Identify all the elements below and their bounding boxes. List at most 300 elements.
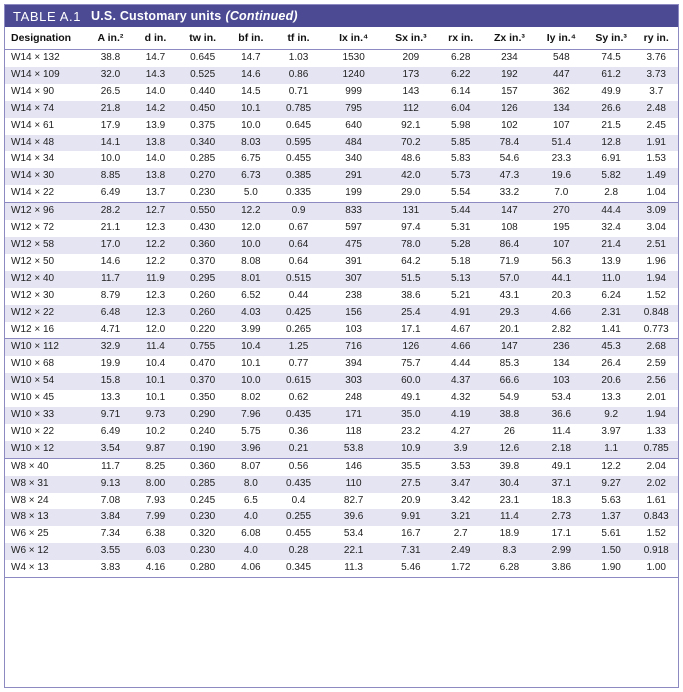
- value-cell: 12.2: [133, 237, 178, 254]
- column-header: Iy in.⁴: [535, 27, 588, 50]
- value-cell: 5.73: [437, 168, 484, 185]
- value-cell: 0.56: [274, 458, 323, 475]
- value-cell: 4.16: [133, 560, 178, 577]
- value-cell: 9.2: [588, 407, 635, 424]
- value-cell: 4.32: [450, 392, 471, 404]
- table-row: [5, 203, 678, 220]
- designation-cell: W14 × 109: [5, 67, 88, 84]
- column-header: tw in.: [178, 27, 228, 50]
- value-cell: 12.7: [133, 203, 178, 220]
- value-cell: 0.44: [288, 289, 309, 301]
- value-cell: 10.1: [228, 101, 275, 118]
- value-cell: 3.97: [601, 425, 621, 437]
- value-cell: 0.370: [190, 255, 216, 267]
- value-cell: 999: [345, 85, 362, 97]
- value-cell: 10.0: [100, 153, 121, 165]
- value-cell: 7.0: [554, 187, 569, 199]
- value-cell: 4.37: [437, 373, 484, 390]
- table-row: [5, 441, 678, 458]
- value-cell: 6.75: [241, 153, 261, 165]
- value-cell: 12.2: [145, 255, 166, 267]
- value-cell: 60.0: [384, 373, 437, 390]
- value-cell: 35.0: [384, 407, 437, 424]
- value-cell: 75.7: [401, 358, 421, 370]
- value-cell: 447: [535, 67, 588, 84]
- value-cell: 0.360: [178, 458, 228, 475]
- value-cell: 13.8: [133, 168, 178, 185]
- value-cell: 1.94: [634, 271, 678, 288]
- value-cell: 0.9: [274, 203, 323, 220]
- value-cell: 1.1: [588, 441, 635, 458]
- value-cell: 1.53: [646, 153, 666, 165]
- table-row: [5, 185, 678, 202]
- value-cell: 5.82: [588, 168, 635, 185]
- value-cell: 3.84: [88, 509, 134, 526]
- value-cell: 10.0: [228, 373, 275, 390]
- value-cell: 2.02: [634, 476, 678, 493]
- value-cell: 13.3: [100, 392, 121, 404]
- value-cell: 5.75: [241, 425, 261, 437]
- value-cell: 2.49: [437, 543, 484, 560]
- value-cell: 0.260: [190, 289, 216, 301]
- value-cell: 51.5: [384, 271, 437, 288]
- value-cell: 13.9: [145, 119, 166, 131]
- value-cell: 795: [323, 101, 384, 118]
- value-cell: 1.49: [634, 168, 678, 185]
- value-cell: 1.72: [437, 560, 484, 577]
- value-cell: 3.09: [634, 203, 678, 220]
- designation-cell: W12 × 30: [11, 289, 55, 301]
- value-cell: 4.06: [228, 560, 275, 577]
- value-cell: 3.73: [634, 67, 678, 84]
- value-cell: 17.1: [551, 528, 572, 540]
- value-cell: 0.265: [286, 323, 312, 335]
- value-cell: 5.98: [450, 119, 471, 131]
- value-cell: 70.2: [384, 135, 437, 152]
- value-cell: 32.0: [88, 67, 134, 84]
- value-cell: 0.455: [286, 528, 312, 540]
- value-cell: 4.0: [228, 509, 275, 526]
- value-cell: 17.1: [401, 323, 421, 335]
- value-cell: 11.4: [133, 339, 178, 356]
- value-cell: 10.4: [145, 358, 166, 370]
- value-cell: 146: [323, 458, 384, 475]
- value-cell: 5.46: [384, 560, 437, 577]
- value-cell: 29.0: [401, 187, 421, 199]
- value-cell: 44.4: [588, 203, 635, 220]
- value-cell: 5.0: [243, 187, 258, 199]
- value-cell: 32.9: [88, 339, 134, 356]
- value-cell: 7.93: [145, 494, 166, 506]
- designation-cell: W14 × 30: [5, 168, 88, 185]
- value-cell: 12.0: [145, 323, 166, 335]
- value-cell: 45.3: [588, 339, 635, 356]
- table-row: [5, 101, 678, 118]
- value-cell: 14.3: [133, 67, 178, 84]
- value-cell: 29.3: [484, 305, 535, 322]
- value-cell: 6.49: [100, 425, 121, 437]
- designation-cell: W8 × 24: [11, 494, 49, 506]
- value-cell: 39.8: [484, 458, 535, 475]
- designation-cell: W14 × 132: [11, 52, 60, 63]
- table-row: [5, 407, 678, 424]
- value-cell: 9.13: [88, 476, 134, 493]
- value-cell: 17.0: [88, 237, 134, 254]
- value-cell: 0.645: [286, 119, 312, 131]
- value-cell: 0.385: [274, 168, 323, 185]
- value-cell: 1.52: [646, 289, 666, 301]
- value-cell: 4.27: [450, 425, 471, 437]
- value-cell: 6.04: [437, 101, 484, 118]
- value-cell: 38.8: [484, 407, 535, 424]
- value-cell: 0.340: [178, 135, 228, 152]
- value-cell: 0.455: [286, 153, 312, 165]
- value-cell: 71.9: [499, 255, 520, 267]
- designation-cell: W10 × 68: [11, 358, 55, 370]
- table-row: [5, 339, 678, 356]
- value-cell: 32.4: [601, 222, 621, 234]
- table-row: [5, 560, 678, 577]
- value-cell: 1240: [323, 67, 384, 84]
- value-cell: 8.01: [228, 271, 275, 288]
- value-cell: 5.61: [601, 528, 621, 540]
- value-cell: 11.4: [484, 509, 535, 526]
- table-row: [5, 84, 678, 101]
- table-row: [5, 424, 678, 441]
- value-cell: 21.4: [588, 237, 635, 254]
- table-row: [5, 305, 678, 322]
- value-cell: 12.2: [588, 458, 635, 475]
- value-cell: 6.91: [601, 153, 621, 165]
- value-cell: 0.4: [291, 494, 306, 506]
- value-cell: 9.71: [88, 407, 134, 424]
- table-body: [5, 50, 678, 578]
- value-cell: 19.9: [100, 358, 121, 370]
- value-cell: 27.5: [384, 476, 437, 493]
- value-cell: 0.430: [190, 222, 216, 234]
- table-number: TABLE A.1: [13, 8, 82, 24]
- value-cell: 12.3: [145, 222, 166, 234]
- value-cell: 21.1: [100, 222, 121, 234]
- table-row: [5, 543, 678, 560]
- value-cell: 78.0: [384, 237, 437, 254]
- value-cell: 14.2: [133, 101, 178, 118]
- table-frame: [4, 4, 679, 688]
- designation-cell: W8 × 13: [5, 509, 88, 526]
- designation-cell: W12 × 22: [5, 305, 88, 322]
- value-cell: 2.18: [535, 441, 588, 458]
- value-cell: 0.615: [274, 373, 323, 390]
- value-cell: 6.48: [88, 305, 134, 322]
- value-cell: 13.7: [145, 187, 166, 199]
- value-cell: 0.785: [274, 101, 323, 118]
- column-header: Ix in.⁴: [323, 27, 384, 50]
- column-header: Zx in.³: [484, 27, 535, 50]
- designation-cell: W14 × 48: [5, 135, 88, 152]
- value-cell: 51.4: [535, 135, 588, 152]
- value-cell: 26: [503, 425, 515, 437]
- value-cell: 10.4: [228, 339, 275, 356]
- value-cell: 5.83: [450, 153, 471, 165]
- value-cell: 11.7: [88, 458, 134, 475]
- value-cell: 0.86: [274, 67, 323, 84]
- designation-cell: W12 × 16: [11, 323, 55, 335]
- value-cell: 44.1: [535, 271, 588, 288]
- value-cell: 3.99: [241, 323, 261, 335]
- designation-cell: W10 × 112: [5, 339, 88, 356]
- value-cell: 61.2: [588, 67, 635, 84]
- value-cell: 112: [384, 101, 437, 118]
- value-cell: 0.375: [190, 119, 216, 131]
- value-cell: 0.64: [288, 255, 309, 267]
- value-cell: 53.4: [551, 392, 572, 404]
- value-cell: 236: [535, 339, 588, 356]
- value-cell: 1.52: [646, 528, 666, 540]
- value-cell: 0.335: [286, 187, 312, 199]
- value-cell: 5.28: [437, 237, 484, 254]
- value-cell: 0.470: [190, 358, 216, 370]
- designation-cell: W8 × 40: [5, 458, 88, 475]
- value-cell: 3.21: [437, 509, 484, 526]
- designation-cell: W12 × 72: [11, 222, 55, 234]
- value-cell: 0.350: [190, 392, 216, 404]
- value-cell: 103: [345, 323, 362, 335]
- value-cell: 1.94: [634, 407, 678, 424]
- value-cell: 7.96: [228, 407, 275, 424]
- value-cell: 42.0: [384, 168, 437, 185]
- value-cell: 6.73: [228, 168, 275, 185]
- designation-cell: W14 × 74: [5, 101, 88, 118]
- value-cell: 49.9: [601, 85, 621, 97]
- value-cell: 110: [323, 476, 384, 493]
- value-cell: 17.9: [100, 119, 121, 131]
- value-cell: 1530: [342, 52, 365, 63]
- table-row: [5, 118, 678, 135]
- value-cell: 234: [501, 52, 518, 63]
- value-cell: 6.22: [437, 67, 484, 84]
- value-cell: 10.1: [145, 392, 166, 404]
- column-header: bf in.: [228, 27, 275, 50]
- value-cell: 5.21: [450, 289, 471, 301]
- value-cell: 475: [323, 237, 384, 254]
- value-cell: 0.595: [274, 135, 323, 152]
- value-cell: 12.2: [228, 203, 275, 220]
- value-cell: 0.550: [178, 203, 228, 220]
- value-cell: 107: [535, 237, 588, 254]
- value-cell: 30.4: [484, 476, 535, 493]
- value-cell: 26.4: [601, 358, 621, 370]
- value-cell: 4.19: [437, 407, 484, 424]
- value-cell: 7.08: [100, 494, 121, 506]
- value-cell: 362: [552, 85, 570, 97]
- value-cell: 0.21: [274, 441, 323, 458]
- column-header: Sy in.³: [588, 27, 635, 50]
- value-cell: 0.255: [274, 509, 323, 526]
- value-cell: 1.90: [588, 560, 635, 577]
- value-cell: 0.918: [634, 543, 678, 560]
- column-header: rx in.: [437, 27, 484, 50]
- value-cell: 18.9: [499, 528, 520, 540]
- value-cell: 14.6: [228, 67, 275, 84]
- designation-cell: W6 × 12: [5, 543, 88, 560]
- value-cell: 8.00: [133, 476, 178, 493]
- designation-cell: W4 × 13: [5, 560, 88, 577]
- value-cell: 3.47: [437, 476, 484, 493]
- table-row: [5, 288, 678, 305]
- value-cell: 126: [484, 101, 535, 118]
- value-cell: 14.7: [145, 52, 166, 63]
- column-header: d in.: [133, 27, 178, 50]
- value-cell: 25.4: [384, 305, 437, 322]
- value-cell: 10.0: [228, 237, 275, 254]
- value-cell: 28.2: [88, 203, 134, 220]
- value-cell: 6.5: [243, 494, 258, 506]
- value-cell: 78.4: [484, 135, 535, 152]
- value-cell: 21.5: [601, 119, 621, 131]
- value-cell: 833: [323, 203, 384, 220]
- designation-cell: W14 × 22: [11, 187, 55, 199]
- value-cell: 134: [552, 358, 570, 370]
- value-cell: 0.190: [178, 441, 228, 458]
- value-cell: 11.9: [133, 271, 178, 288]
- value-cell: 134: [535, 101, 588, 118]
- value-cell: 35.5: [384, 458, 437, 475]
- value-cell: 5.13: [437, 271, 484, 288]
- table-row: [5, 526, 678, 543]
- designation-cell: W6 × 25: [11, 528, 49, 540]
- table-row: [5, 476, 678, 493]
- value-cell: 6.38: [145, 528, 166, 540]
- value-cell: 391: [345, 255, 362, 267]
- value-cell: 14.0: [145, 85, 166, 97]
- value-cell: 307: [323, 271, 384, 288]
- value-cell: 3.55: [88, 543, 134, 560]
- designation-cell: W12 × 40: [5, 271, 88, 288]
- value-cell: 4.71: [100, 323, 121, 335]
- value-cell: 3.9: [437, 441, 484, 458]
- value-cell: 10.9: [384, 441, 437, 458]
- value-cell: 6.52: [241, 289, 261, 301]
- value-cell: 92.1: [401, 119, 421, 131]
- table-row: [5, 373, 678, 390]
- value-cell: 0.295: [178, 271, 228, 288]
- designation-cell: W8 × 31: [5, 476, 88, 493]
- value-cell: 8.79: [100, 289, 121, 301]
- value-cell: 171: [323, 407, 384, 424]
- value-cell: 14.7: [241, 52, 261, 63]
- value-cell: 20.3: [551, 289, 572, 301]
- value-cell: 36.6: [535, 407, 588, 424]
- value-cell: 131: [384, 203, 437, 220]
- value-cell: 1.33: [646, 425, 666, 437]
- value-cell: 14.5: [241, 85, 261, 97]
- value-cell: 56.3: [551, 255, 572, 267]
- value-cell: 147: [484, 203, 535, 220]
- value-cell: 0.785: [634, 441, 678, 458]
- value-cell: 0.360: [178, 237, 228, 254]
- value-cell: 1.50: [588, 543, 635, 560]
- value-cell: 49.1: [535, 458, 588, 475]
- value-cell: 6.08: [241, 528, 261, 540]
- value-cell: 11.0: [588, 271, 635, 288]
- value-cell: 5.63: [601, 494, 621, 506]
- value-cell: 6.28: [484, 560, 535, 577]
- table-row: [5, 151, 678, 168]
- table-row: [5, 271, 678, 288]
- value-cell: 640: [345, 119, 362, 131]
- value-cell: 0.28: [274, 543, 323, 560]
- value-cell: 7.34: [100, 528, 121, 540]
- value-cell: 3.7: [649, 85, 664, 97]
- value-cell: 209: [402, 52, 420, 63]
- value-cell: 597: [345, 222, 362, 234]
- value-cell: 6.03: [133, 543, 178, 560]
- value-cell: 9.73: [133, 407, 178, 424]
- value-cell: 0.450: [178, 101, 228, 118]
- value-cell: 0.773: [643, 323, 669, 335]
- designation-cell: W12 × 96: [5, 203, 88, 220]
- value-cell: 0.67: [288, 222, 309, 234]
- value-cell: 4.67: [450, 323, 471, 335]
- value-cell: 4.66: [437, 339, 484, 356]
- value-cell: 66.6: [484, 373, 535, 390]
- value-cell: 7.31: [384, 543, 437, 560]
- value-cell: 2.45: [646, 119, 666, 131]
- table-row: [5, 135, 678, 152]
- value-cell: 1.61: [646, 494, 666, 506]
- value-cell: 12.6: [484, 441, 535, 458]
- value-cell: 0.425: [274, 305, 323, 322]
- table-header-row: [5, 27, 678, 50]
- value-cell: 11.7: [88, 271, 134, 288]
- value-cell: 0.285: [190, 153, 216, 165]
- value-cell: 143: [402, 85, 420, 97]
- value-cell: 0.36: [288, 425, 309, 437]
- value-cell: 3.54: [88, 441, 134, 458]
- value-cell: 3.53: [437, 458, 484, 475]
- value-cell: 173: [384, 67, 437, 84]
- value-cell: 2.82: [551, 323, 572, 335]
- value-cell: 270: [535, 203, 588, 220]
- value-cell: 3.86: [535, 560, 588, 577]
- designation-cell: W14 × 34: [11, 153, 55, 165]
- value-cell: 484: [323, 135, 384, 152]
- value-cell: 82.7: [343, 494, 364, 506]
- value-cell: 0.435: [274, 476, 323, 493]
- value-cell: 0.440: [190, 85, 216, 97]
- value-cell: 548: [552, 52, 570, 63]
- value-cell: 23.2: [401, 425, 421, 437]
- value-cell: 18.3: [551, 494, 572, 506]
- value-cell: 2.7: [453, 528, 468, 540]
- value-cell: 1.96: [646, 255, 666, 267]
- value-cell: 10.1: [241, 358, 261, 370]
- value-cell: 43.1: [499, 289, 520, 301]
- value-cell: 20.6: [588, 373, 635, 390]
- value-cell: 1.04: [646, 187, 666, 199]
- value-cell: 9.27: [588, 476, 635, 493]
- value-cell: 5.85: [437, 135, 484, 152]
- value-cell: 147: [484, 339, 535, 356]
- value-cell: 74.5: [601, 52, 621, 63]
- value-cell: 4.91: [437, 305, 484, 322]
- value-cell: 10.2: [145, 425, 166, 437]
- value-cell: 103: [535, 373, 588, 390]
- value-cell: 0.320: [190, 528, 216, 540]
- value-cell: 340: [345, 153, 362, 165]
- value-cell: 26.6: [588, 101, 635, 118]
- value-cell: 12.8: [588, 135, 635, 152]
